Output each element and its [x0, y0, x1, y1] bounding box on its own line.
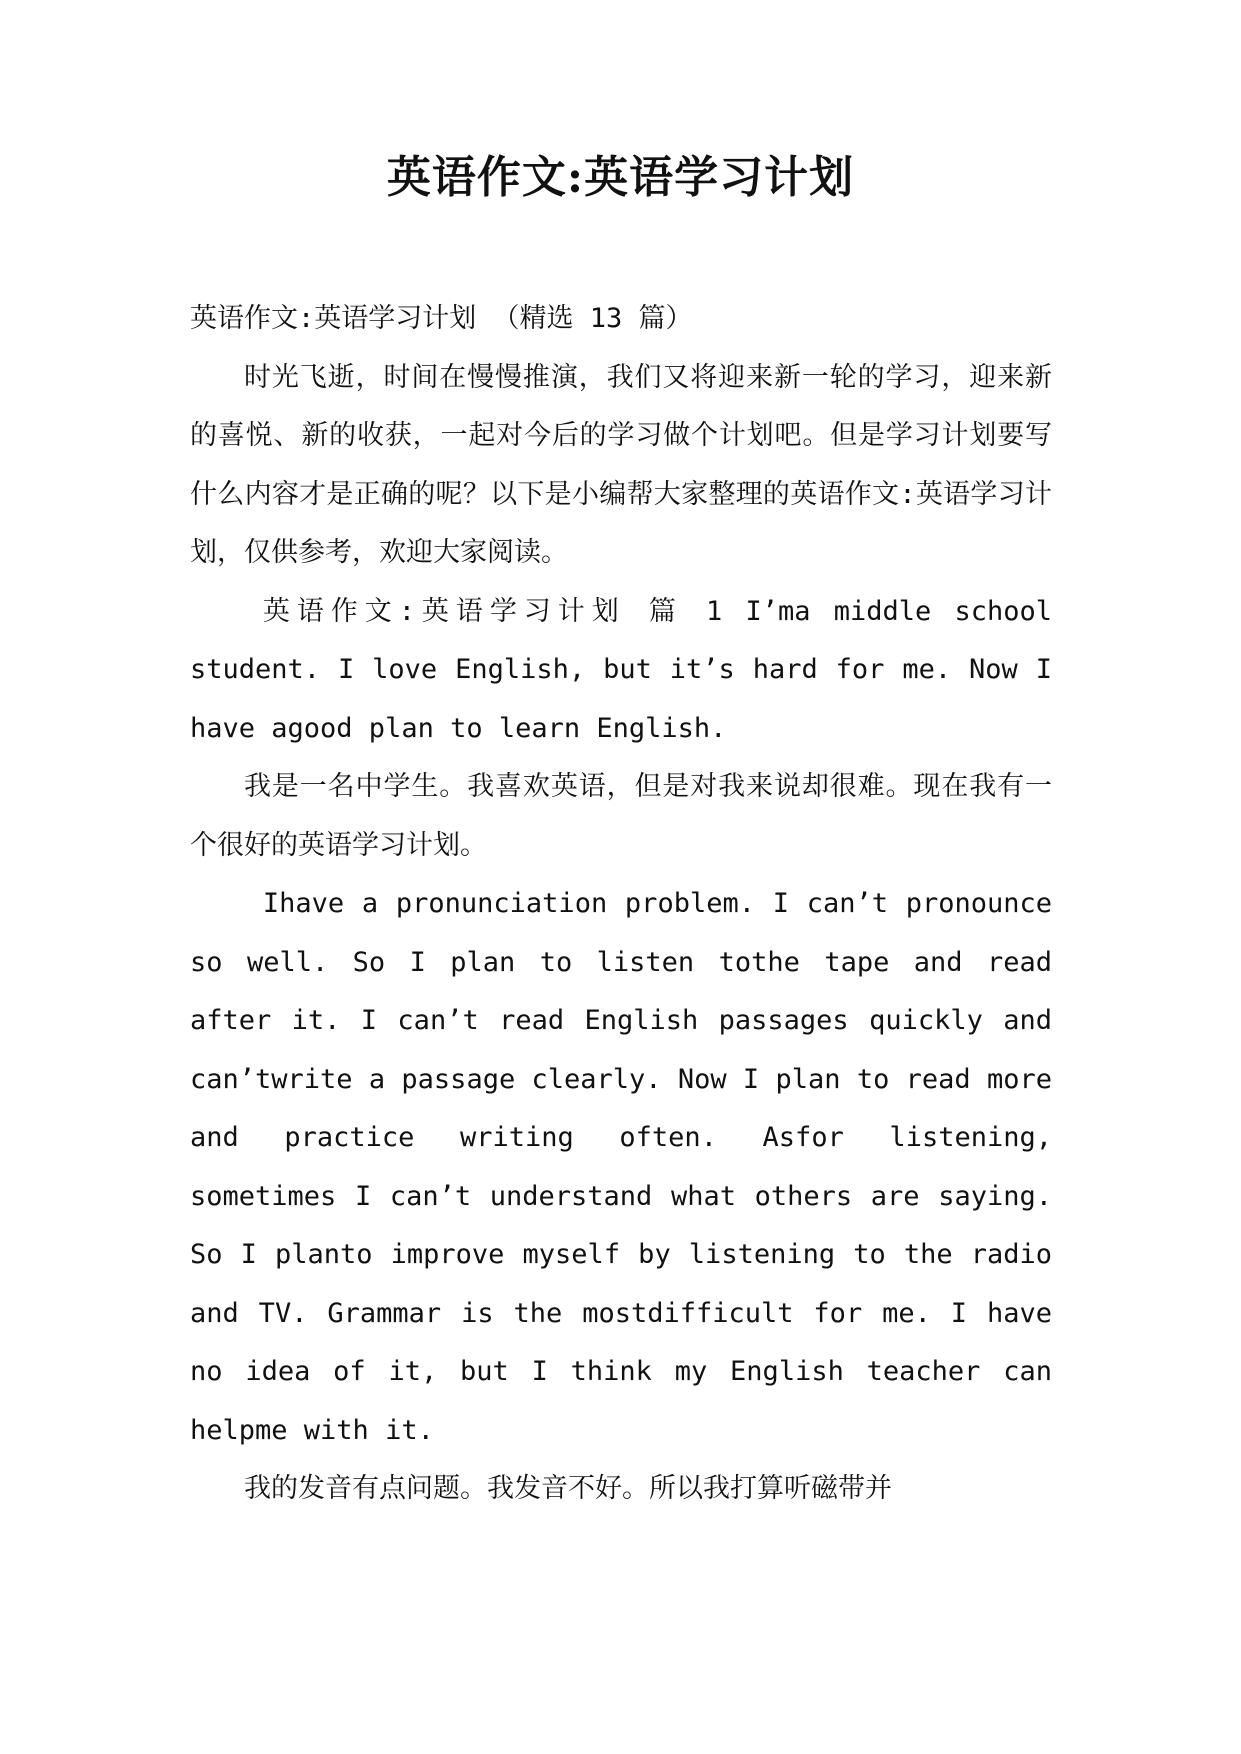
essay-1-opening-paragraph: 英语作文:英语学习计划 篇 1 I’ma middle school student. I love English, but it’s hard for me. Now I have agood plan to learn English.: [190, 595, 1052, 744]
document-title: 英语作文:英语学习计划: [386, 152, 855, 203]
essay-1-plan-paragraph: Ihave a pronunciation problem. I can’t pronounce so well. So I plan to listen tothe tape and read after it. I can’t read English passages quickly and can’twrite a passage clearly. Now I plan to read more and practice writing often. Asfor listening, sometimes I can’t understand what others are saying. So I planto improve myself by listening to the radio and TV. Grammar is the mostdifficult for me. I have no idea of it, but I think my English teacher can helpme with it.: [190, 888, 1052, 1446]
essay-1-opening-translation: 我是一名中学生。我喜欢英语，但是对我来说却很难。现在我有一个很好的英语学习计划。: [190, 771, 1052, 861]
intro-paragraph: 时光飞逝，时间在慢慢推演，我们又将迎来新一轮的学习，迎来新的喜悦、新的收获，一起对今后的学习做个计划吧。但是学习计划要写什么内容才是正确的呢？以下是小编帮大家整理的英语作文:英语学习计划，仅供参考，欢迎大家阅读。: [190, 361, 1052, 568]
essay-1-plan-translation: 我的发音有点问题。我发音不好。所以我打算听磁带并: [244, 1473, 892, 1504]
document-subtitle: 英语作文:英语学习计划 （精选 13 篇）: [190, 303, 693, 334]
document-body: [190, 290, 1052, 1519]
